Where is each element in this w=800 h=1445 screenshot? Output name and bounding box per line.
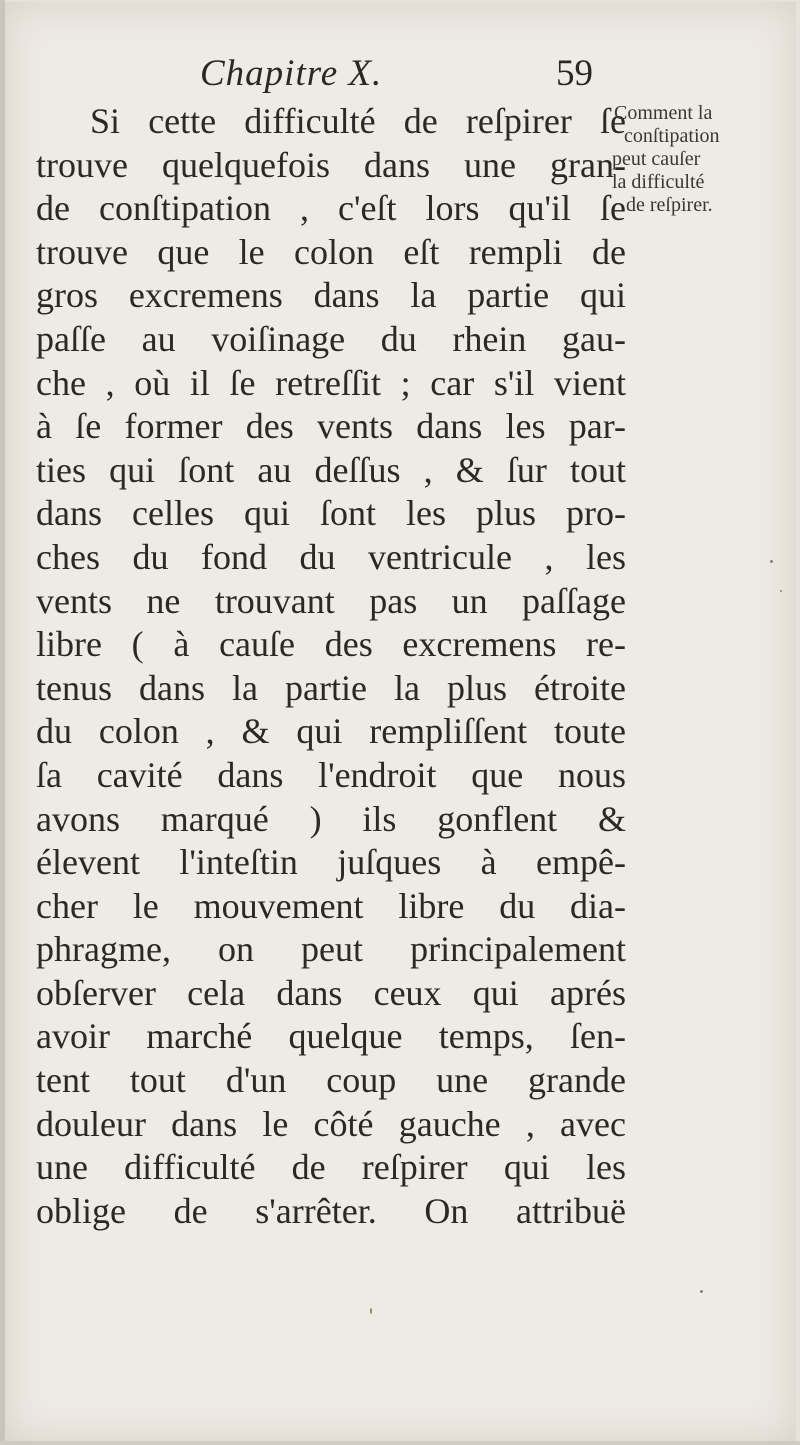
text-line: phragme, on peut principalement: [36, 929, 626, 970]
text-line: douleur dans le côté gauche , avec: [36, 1103, 626, 1144]
margin-note: [612, 102, 797, 217]
body-text: [36, 100, 626, 1233]
chapter-title: Chapitre X.: [200, 53, 383, 94]
text-line: trouve que le colon eſt rempli de: [36, 231, 626, 272]
margin-note-line: Comment la: [614, 102, 713, 124]
margin-note-line: de reſpirer.: [626, 194, 713, 216]
text-line: ſa cavité dans l'endroit que nous: [36, 754, 626, 795]
text-line: du colon , & qui rempliſſent toute: [36, 711, 626, 752]
margin-note-line: conſtipation: [624, 125, 720, 147]
text-line: obſerver cela dans ceux qui aprés: [36, 972, 626, 1013]
text-line: dans celles qui ſont les plus pro-: [36, 493, 626, 534]
page-left-edge: [0, 0, 5, 1445]
text-line: paſſe au voiſinage du rhein gau-: [36, 318, 626, 359]
paper-speck: [700, 1290, 703, 1293]
page-bottom-edge: [0, 1441, 800, 1445]
text-line: tent tout d'un coup une grande: [36, 1060, 626, 1101]
paper-speck: [370, 1308, 372, 1314]
text-line: élevent l'inteſtin juſques à empê-: [36, 842, 626, 883]
text-line: oblige de s'arrêter. On attribuë: [36, 1190, 626, 1231]
text-line: ties qui ſont au deſſus , & ſur tout: [36, 449, 626, 490]
text-line: gros excremens dans la partie qui: [36, 275, 626, 316]
margin-note-line: la difficulté: [612, 171, 705, 193]
text-line: libre ( à cauſe des excremens re-: [36, 624, 626, 665]
text-line: ches du fond du ventricule , les: [36, 536, 626, 577]
paper-speck: [780, 590, 782, 592]
text-line: che , où il ſe retreſſit ; car s'il vient: [36, 362, 626, 403]
text-line: trouve quelquefois dans une gran-: [36, 144, 626, 185]
running-header: [0, 52, 800, 102]
page-number: 59: [556, 53, 593, 94]
text-line: tenus dans la partie la plus étroite: [36, 667, 626, 708]
text-line: à ſe former des vents dans les par-: [36, 406, 626, 447]
text-line: cher le mouvement libre du dia-: [36, 885, 626, 926]
text-line: une difficulté de reſpirer qui les: [36, 1147, 626, 1188]
text-line: de conſtipation , c'eſt lors qu'il ſe: [36, 188, 626, 229]
text-line: avoir marché quelque temps, ſen-: [36, 1016, 626, 1057]
text-line: vents ne trouvant pas un paſſage: [36, 580, 626, 621]
text-line: Si cette difficulté de reſpirer ſe: [90, 101, 626, 141]
text-line: avons marqué ) ils gonflent &: [36, 798, 626, 839]
paper-speck: [770, 560, 773, 563]
margin-note-line: peut cauſer: [612, 148, 701, 170]
